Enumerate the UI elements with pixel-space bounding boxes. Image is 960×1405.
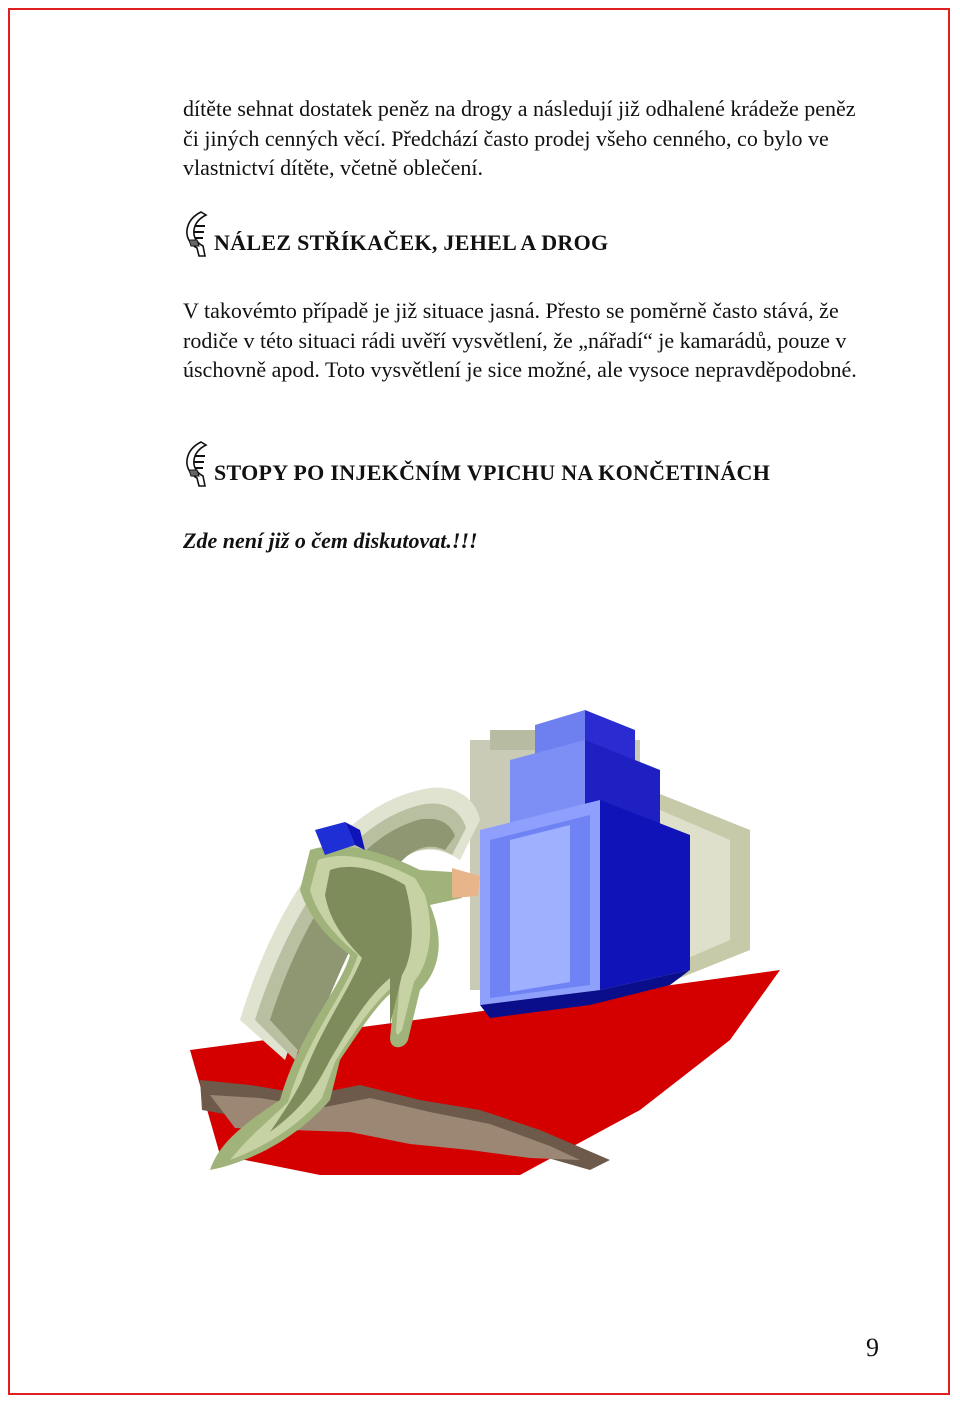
heading-syringes-text: NÁLEZ STŘÍKAČEK, JEHEL A DROG bbox=[214, 230, 609, 255]
heading-syringes bbox=[183, 210, 608, 258]
heading-injection-marks bbox=[183, 440, 770, 488]
paragraph-intro: dítěte sehnat dostatek peněz na drogy a následují již odhalené krádeže peněz či jiných cenných věcí. Předchází často prodej všeho cenného, co bylo ve vlastnictví dítěte, včetně oblečení. bbox=[183, 96, 856, 180]
paragraph-syringes: V takovémto případě je již situace jasná. Přesto se poměrně často stává, že rodiče v této situaci rádi uvěří vysvětlení, že „nářadí“ je kamarádů, pouze v úschovně apod. Toto vysvětlení je sice možné, ale vysoce nepravděpodobné. bbox=[183, 298, 857, 382]
pointing-hand-icon bbox=[183, 440, 211, 488]
pointing-hand-icon bbox=[183, 210, 211, 258]
heading-injection-marks-text: STOPY PO INJEKČNÍM VPICHU NA KONČETINÁCH bbox=[214, 460, 771, 485]
closing-statement: Zde není již o čem diskutovat.!!! bbox=[183, 528, 478, 553]
clipart-figure-pushing-cube bbox=[190, 700, 790, 1180]
page-number: 9 bbox=[866, 1333, 879, 1362]
